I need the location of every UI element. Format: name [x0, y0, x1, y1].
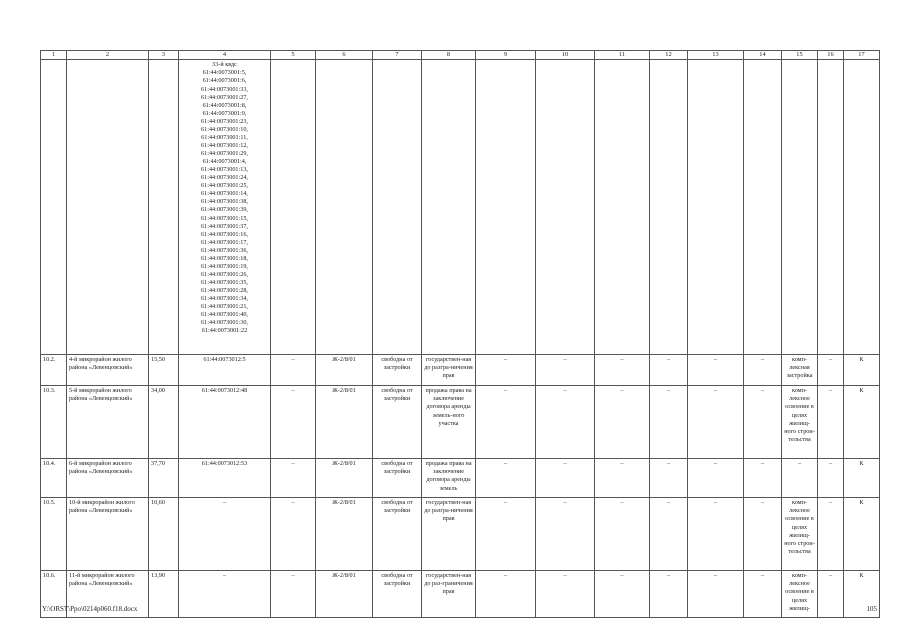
- cell-col-8: государствен-ная до раз-граничения прав: [422, 571, 476, 618]
- cell-col-15: комп-лексная застройка: [782, 355, 818, 386]
- cell-col-12: –: [650, 459, 688, 498]
- cell-col-14: –: [744, 571, 782, 618]
- cell-col-14: –: [744, 386, 782, 459]
- cell-col-4: 61:44:0073012:53: [179, 459, 271, 498]
- column-number-row: [41, 51, 880, 60]
- cadastral-number: 61:44:0073001:10,: [201, 125, 248, 133]
- column-number: 9: [476, 51, 536, 60]
- column-number: 7: [373, 51, 422, 60]
- cell-col-6: Ж-2/8/01: [316, 498, 373, 571]
- cell-col-9: –: [476, 498, 536, 571]
- cadastral-number: 61:44:0073001:15,: [201, 214, 248, 222]
- cell-col-11: –: [595, 571, 650, 618]
- cell-col-15: комп-лексное освоение в целях жилищ-ного строи-тельства: [782, 498, 818, 571]
- cell-col-9: –: [476, 571, 536, 618]
- cell-col-4: –: [179, 571, 271, 618]
- cell-col-11: –: [595, 459, 650, 498]
- cell-col-10: –: [536, 571, 595, 618]
- table-row: [41, 498, 880, 571]
- cell-col-8: государствен-ная до разгра-ничения прав: [422, 498, 476, 571]
- cadastral-number: 33-й квдс: [212, 61, 237, 69]
- cell-col-17: К: [844, 498, 880, 571]
- table-row: [41, 571, 880, 618]
- cell-col-3: 13,90: [149, 571, 179, 618]
- cell-col-4: –: [179, 498, 271, 571]
- cell-col-6: Ж-2/8/01: [316, 355, 373, 386]
- cadastral-list: [179, 60, 271, 355]
- cadastral-number: 61:44:0073001:21,: [201, 303, 248, 311]
- column-number: 6: [316, 51, 373, 60]
- column-number: 3: [149, 51, 179, 60]
- land-plots-table: [40, 50, 880, 618]
- cell-col-16: –: [818, 355, 844, 386]
- cell-col-13: –: [688, 498, 744, 571]
- cell-col-10: –: [536, 355, 595, 386]
- cadastral-number: 61:44:0073001:26,: [201, 270, 248, 278]
- page-number: 105: [866, 605, 877, 613]
- cadastral-number: 61:44:0073001:22: [201, 327, 248, 335]
- cadastral-number: 61:44:0073001:14,: [201, 190, 248, 198]
- cell-col-10: –: [536, 459, 595, 498]
- cell-col-15: комп-лексное освоение в целях жилищ-ного строи-тельства: [782, 386, 818, 459]
- cell-col-12: –: [650, 355, 688, 386]
- cadastral-number: 61:44:0073001:33,: [201, 85, 248, 93]
- column-number: 14: [744, 51, 782, 60]
- cell-col-4: 61:44:0073012:5: [179, 355, 271, 386]
- cell-col-1: 10.5.: [41, 498, 67, 571]
- cadastral-number: 61:44:0073001:28,: [201, 287, 248, 295]
- cell-col-5: –: [271, 498, 316, 571]
- cell-col-3: 34,00: [149, 386, 179, 459]
- cadastral-number: 61:44:0073001:16,: [201, 230, 248, 238]
- cell-col-11: –: [595, 498, 650, 571]
- cell-col-17: К: [844, 386, 880, 459]
- cell-col-8: продажа права на заключение договора аренды земель-ного участка: [422, 386, 476, 459]
- column-number: 16: [818, 51, 844, 60]
- cell-col-7: свободна от застройки: [373, 571, 422, 618]
- cell-col-11: –: [595, 386, 650, 459]
- cell-col-6: Ж-2/8/01: [316, 571, 373, 618]
- cell-col-1: 10.4.: [41, 459, 67, 498]
- table-row: [41, 355, 880, 386]
- column-number: 5: [271, 51, 316, 60]
- cell-col-8: государствен-ная до разгра-ничения прав: [422, 355, 476, 386]
- cadastral-number: 61:44:0073001:12,: [201, 141, 248, 149]
- cadastral-number: 61:44:0073001:25,: [201, 182, 248, 190]
- cell-col-16: –: [818, 498, 844, 571]
- cell-col-7: свободна от застройки: [373, 498, 422, 571]
- cell-col-17: К: [844, 459, 880, 498]
- cell-col-17: К: [844, 571, 880, 618]
- cell-col-2: 11-й микрорайон жилого района «Левенцовский»: [67, 571, 149, 618]
- cell-col-14: –: [744, 498, 782, 571]
- cell-col-13: –: [688, 459, 744, 498]
- file-path: Y:\ORST\Ppo\0214p060.f18.docx: [42, 605, 138, 613]
- cadastral-number: 61:44:0073001:40,: [201, 311, 248, 319]
- cell-col-9: –: [476, 386, 536, 459]
- column-number: 11: [595, 51, 650, 60]
- cell-col-2: 4-й микрорайон жилого района «Левенцовский»: [67, 355, 149, 386]
- column-number: 13: [688, 51, 744, 60]
- cadastral-number: 61:44:0073001:5,: [202, 69, 247, 77]
- cell-col-13: –: [688, 571, 744, 618]
- cell-col-16: –: [818, 571, 844, 618]
- cell-col-10: –: [536, 386, 595, 459]
- column-number: 17: [844, 51, 880, 60]
- cell-col-6: Ж-2/8/01: [316, 386, 373, 459]
- cadastral-number: 61:44:0073001:9,: [202, 109, 247, 117]
- cell-col-9: –: [476, 459, 536, 498]
- cell-col-7: свободна от застройки: [373, 355, 422, 386]
- cadastral-number: 61:44:0073001:4,: [202, 158, 247, 166]
- cell-col-5: –: [271, 459, 316, 498]
- cell-col-3: 15,50: [149, 355, 179, 386]
- cell-col-9: –: [476, 355, 536, 386]
- cell-col-10: –: [536, 498, 595, 571]
- cadastral-number: 61:44:0073001:39,: [201, 206, 248, 214]
- cell-col-12: –: [650, 571, 688, 618]
- cadastral-number: 61:44:0073001:29,: [201, 150, 248, 158]
- cell-col-3: 10,60: [149, 498, 179, 571]
- column-number: 4: [179, 51, 271, 60]
- cell-col-5: –: [271, 386, 316, 459]
- cell-col-15: –: [782, 459, 818, 498]
- cadastral-number: 61:44:0073001:35,: [201, 279, 248, 287]
- cell-col-14: –: [744, 459, 782, 498]
- cadastral-number: 61:44:0073001:37,: [201, 222, 248, 230]
- cell-col-13: –: [688, 355, 744, 386]
- cadastral-number: 61:44:0073001:11,: [201, 133, 248, 141]
- cadastral-number: 61:44:0073001:23,: [201, 117, 248, 125]
- table-row: [41, 386, 880, 459]
- cadastral-number: 61:44:0073001:36,: [201, 246, 248, 254]
- cell-col-3: 37,70: [149, 459, 179, 498]
- cell-col-7: свободна от застройки: [373, 386, 422, 459]
- cadastral-number: 61:44:0073001:19,: [201, 262, 248, 270]
- column-number: 8: [422, 51, 476, 60]
- cell-col-8: продажа права на заключение договора аренды земель: [422, 459, 476, 498]
- column-number: 1: [41, 51, 67, 60]
- cell-col-2: 6-й микрорайон жилого района «Левенцовский»: [67, 459, 149, 498]
- table-row: [41, 459, 880, 498]
- cell-col-1: 10.3.: [41, 386, 67, 459]
- cell-col-1: 10.2.: [41, 355, 67, 386]
- cell-col-12: –: [650, 498, 688, 571]
- cell-col-2: 10-й микрорайон жилого района «Левенцовский»: [67, 498, 149, 571]
- cadastral-number: 61:44:0073001:24,: [201, 174, 248, 182]
- cell-col-5: –: [271, 355, 316, 386]
- cell-col-12: –: [650, 386, 688, 459]
- cadastral-number: 61:44:0073001:17,: [201, 238, 248, 246]
- cell-col-13: –: [688, 386, 744, 459]
- cell-col-7: свободна от застройки: [373, 459, 422, 498]
- cell-col-4: 61:44:0073012:48: [179, 386, 271, 459]
- cell-col-2: 5-й микрорайон жилого района «Левенцовский»: [67, 386, 149, 459]
- column-number: 15: [782, 51, 818, 60]
- cell-col-16: –: [818, 386, 844, 459]
- cadastral-number: 61:44:0073001:34,: [201, 295, 248, 303]
- cell-col-6: Ж-2/8/01: [316, 459, 373, 498]
- column-number: 12: [650, 51, 688, 60]
- cadastral-number: 61:44:0073001:18,: [201, 254, 248, 262]
- cell-col-17: К: [844, 355, 880, 386]
- cadastral-number: 61:44:0073001:8,: [202, 101, 247, 109]
- cell-col-14: –: [744, 355, 782, 386]
- cadastral-number: 61:44:0073001:13,: [201, 166, 248, 174]
- cell-col-16: –: [818, 459, 844, 498]
- cell-col-11: –: [595, 355, 650, 386]
- cadastral-number: 61:44:0073001:27,: [201, 93, 248, 101]
- cadastral-number: 61:44:0073001:38,: [201, 198, 248, 206]
- cell-col-5: –: [271, 571, 316, 618]
- continuation-row: [41, 60, 880, 355]
- cadastral-number: 61:44:0073001:6,: [202, 77, 247, 85]
- cell-col-15: комп-лексное освоение в целях жилищ-: [782, 571, 818, 618]
- column-number: 2: [67, 51, 149, 60]
- cadastral-number: 61:44:0073001:30,: [201, 319, 248, 327]
- cell-col-1: 10.6.: [41, 571, 67, 618]
- column-number: 10: [536, 51, 595, 60]
